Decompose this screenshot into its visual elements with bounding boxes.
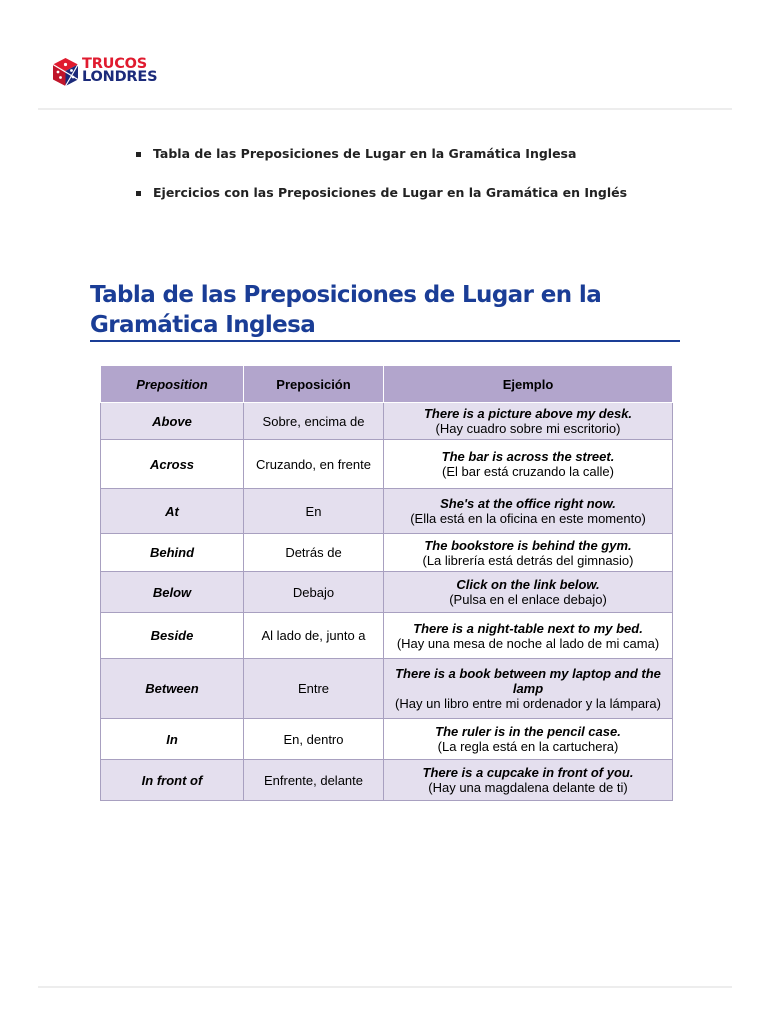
cell-preposicion: Enfrente, delante xyxy=(244,760,384,801)
table-row xyxy=(101,489,673,534)
cell-preposicion: Al lado de, junto a xyxy=(244,613,384,659)
cell-preposicion: Debajo xyxy=(244,572,384,613)
toc-link-ejercicios[interactable]: Ejercicios con las Preposiciones de Lugar en la Gramática en Inglés xyxy=(153,185,628,200)
example-english: The ruler is in the pencil case. xyxy=(435,724,621,739)
dice-logo-icon xyxy=(52,57,79,87)
table-row xyxy=(101,534,673,572)
cell-preposicion: En xyxy=(244,489,384,534)
example-english: There is a cupcake in front of you. xyxy=(422,765,634,780)
cell-preposicion: Sobre, encima de xyxy=(244,403,384,440)
example-spanish: (El bar está cruzando la calle) xyxy=(442,464,614,479)
example-spanish: (Hay una magdalena delante de ti) xyxy=(428,780,628,795)
cell-preposicion: Detrás de xyxy=(244,534,384,572)
cell-example xyxy=(384,572,673,613)
cell-example xyxy=(384,613,673,659)
table-row xyxy=(101,440,673,489)
example-english: There is a night-table next to my bed. xyxy=(413,620,643,636)
example-english: The bar is across the street. xyxy=(441,449,615,464)
table-row xyxy=(101,760,673,801)
site-logo[interactable] xyxy=(52,57,192,87)
cell-preposition: Behind xyxy=(101,534,244,572)
cell-example xyxy=(384,719,673,760)
example-spanish: (Hay cuadro sobre mi escritorio) xyxy=(435,421,621,436)
example-english: The bookstore is behind the gym. xyxy=(424,537,632,553)
table-row xyxy=(101,613,673,659)
table-row xyxy=(101,719,673,760)
cell-example xyxy=(384,659,673,719)
header-preposicion: Preposición xyxy=(244,366,384,403)
cell-preposition: Below xyxy=(101,572,244,613)
table-row xyxy=(101,403,673,440)
cell-preposicion: Cruzando, en frente xyxy=(244,440,384,489)
example-spanish: (La regla está en la cartuchera) xyxy=(437,739,619,754)
cell-preposicion: Entre xyxy=(244,659,384,719)
logo-line2: LONDRES xyxy=(82,69,158,85)
table-row xyxy=(101,659,673,719)
header-preposition: Preposition xyxy=(101,366,244,403)
example-spanish: (Ella está en la oficina en este momento) xyxy=(410,511,646,526)
example-spanish: (Pulsa en el enlace debajo) xyxy=(449,592,607,607)
cell-example xyxy=(384,440,673,489)
header-ejemplo: Ejemplo xyxy=(384,366,673,403)
bullet-icon xyxy=(136,191,141,196)
toc-item[interactable] xyxy=(136,185,627,224)
example-english: She's at the office right now. xyxy=(440,496,616,511)
table-row xyxy=(101,572,673,613)
example-spanish: (Hay un libro entre mi ordenador y la lámpara) xyxy=(395,696,661,711)
logo-line1: TRUCOS xyxy=(82,56,148,72)
site-header xyxy=(38,0,732,110)
cell-example xyxy=(384,534,673,572)
cell-preposicion: En, dentro xyxy=(244,719,384,760)
cell-preposition: Between xyxy=(101,659,244,719)
cell-example xyxy=(384,489,673,534)
prepositions-table-image xyxy=(100,365,672,801)
table-of-contents xyxy=(136,146,627,224)
toc-link-tabla[interactable]: Tabla de las Preposiciones de Lugar en la Gramática Inglesa xyxy=(153,146,577,161)
table-header-row xyxy=(101,366,673,403)
example-english: There is a picture above my desk. xyxy=(423,406,633,421)
example-english: Click on the link below. xyxy=(456,577,600,592)
cell-preposition: In xyxy=(101,719,244,760)
cell-example xyxy=(384,760,673,801)
cell-preposition: In front of xyxy=(101,760,244,801)
footer-divider xyxy=(38,986,732,988)
logo-wordmark xyxy=(82,58,157,84)
cell-preposition: Beside xyxy=(101,613,244,659)
cell-preposition: At xyxy=(101,489,244,534)
example-spanish: (Hay una mesa de noche al lado de mi cama) xyxy=(396,635,660,651)
bullet-icon xyxy=(136,152,141,157)
cell-preposition: Above xyxy=(101,403,244,440)
toc-item[interactable] xyxy=(136,146,627,185)
example-english: There is a book between my laptop and the lamp xyxy=(395,666,661,696)
cell-example xyxy=(384,403,673,440)
example-spanish: (La librería está detrás del gimnasio) xyxy=(422,552,634,568)
prepositions-table xyxy=(100,365,673,801)
title-underline xyxy=(90,340,680,342)
cell-preposition: Across xyxy=(101,440,244,489)
section-title: Tabla de las Preposiciones de Lugar en la Gramática Inglesa xyxy=(90,282,602,338)
